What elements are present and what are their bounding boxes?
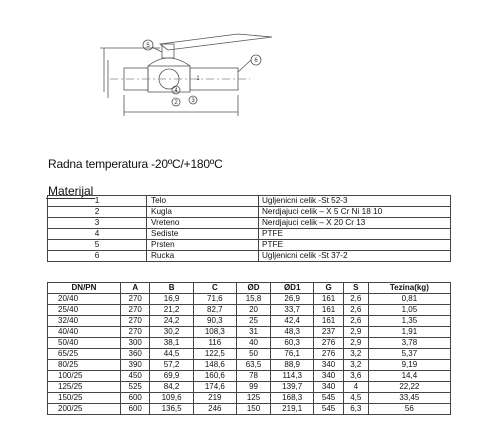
dims-cell: 82,7: [193, 305, 236, 316]
materials-row: [48, 240, 451, 251]
dims-cell: 3,6: [343, 371, 368, 382]
materials-table: [47, 195, 451, 262]
valve-technical-drawing: [0, 0, 500, 140]
dims-cell: 174,6: [193, 382, 236, 393]
dims-cell: 360: [120, 349, 150, 360]
dims-cell: 65/25: [48, 349, 121, 360]
dims-cell: 237: [314, 327, 344, 338]
valve-body-top: [148, 58, 190, 66]
dims-cell: 60,3: [271, 338, 314, 349]
dims-cell: 3,2: [343, 349, 368, 360]
dims-cell: 6,3: [343, 404, 368, 415]
dims-cell: 270: [120, 327, 150, 338]
dims-cell: 270: [120, 316, 150, 327]
material-part: Kugla: [147, 207, 259, 218]
dims-cell: 276: [314, 338, 344, 349]
dims-row: [48, 338, 451, 349]
dims-cell: 2,9: [343, 327, 368, 338]
dims-row: [48, 327, 451, 338]
dims-cell: 25/40: [48, 305, 121, 316]
dims-cell: 270: [120, 294, 150, 305]
dims-cell: 2,6: [343, 305, 368, 316]
callout-label: 4: [174, 88, 178, 94]
dims-cell: 600: [120, 393, 150, 404]
dims-cell: 25: [236, 316, 270, 327]
dims-cell: 161: [314, 305, 344, 316]
dims-cell: 99: [236, 382, 270, 393]
dims-cell: 340: [314, 371, 344, 382]
dims-cell: 125/25: [48, 382, 121, 393]
material-spec: Ugljenicni celik -St 37-2: [259, 251, 451, 262]
dims-cell: 545: [314, 393, 344, 404]
dims-cell: 16,9: [150, 294, 193, 305]
dims-cell: 525: [120, 382, 150, 393]
dims-cell: 88,9: [271, 360, 314, 371]
material-spec: PTFE: [259, 229, 451, 240]
dims-header-cell: G: [314, 283, 344, 294]
dims-cell: 219,1: [271, 404, 314, 415]
dims-row: [48, 316, 451, 327]
callout-label: 2: [174, 100, 178, 106]
dims-cell: 2,6: [343, 316, 368, 327]
material-number: 6: [48, 251, 147, 262]
dims-cell: 30,2: [150, 327, 193, 338]
dims-cell: 160,6: [193, 371, 236, 382]
material-spec: Ugljenicni celik -St 52-3: [259, 196, 451, 207]
dims-cell: 20/40: [48, 294, 121, 305]
dims-row: [48, 305, 451, 316]
callout-label: 3: [191, 98, 195, 104]
dims-cell: 21,2: [150, 305, 193, 316]
dims-cell: 150/25: [48, 393, 121, 404]
materials-heading: Materijal: [48, 184, 94, 198]
handle-lever: [160, 34, 272, 50]
dims-cell: 1,91: [368, 327, 450, 338]
dims-cell: 26,9: [271, 294, 314, 305]
dims-cell: 69,9: [150, 371, 193, 382]
dims-cell: 545: [314, 404, 344, 415]
dims-cell: 14,4: [368, 371, 450, 382]
dims-row: [48, 294, 451, 305]
materials-row: [48, 207, 451, 218]
dims-cell: 450: [120, 371, 150, 382]
dims-cell: 270: [120, 305, 150, 316]
dims-cell: 161: [314, 294, 344, 305]
dims-header-cell: S: [343, 283, 368, 294]
dims-row: [48, 349, 451, 360]
valve-stem: [162, 44, 174, 58]
dims-cell: 125: [236, 393, 270, 404]
dims-row: [48, 371, 451, 382]
dims-cell: 84,2: [150, 382, 193, 393]
dims-cell: 76,1: [271, 349, 314, 360]
dims-cell: 161: [314, 316, 344, 327]
dims-cell: 136,5: [150, 404, 193, 415]
dims-cell: 44,5: [150, 349, 193, 360]
dims-cell: 340: [314, 382, 344, 393]
dims-cell: 40: [236, 338, 270, 349]
dims-cell: 48,3: [271, 327, 314, 338]
dims-cell: 40/40: [48, 327, 121, 338]
dims-cell: 20: [236, 305, 270, 316]
material-part: Sediste: [147, 229, 259, 240]
dims-cell: 78: [236, 371, 270, 382]
dims-cell: 600: [120, 404, 150, 415]
dims-cell: 148,6: [193, 360, 236, 371]
dims-header-cell: B: [150, 283, 193, 294]
dims-cell: 38,1: [150, 338, 193, 349]
dims-cell: 276: [314, 349, 344, 360]
dims-cell: 108,3: [193, 327, 236, 338]
material-part: Prsten: [147, 240, 259, 251]
dims-header-cell: ØD1: [271, 283, 314, 294]
material-number: 2: [48, 207, 147, 218]
materials-row: [48, 196, 451, 207]
dims-cell: 57,2: [150, 360, 193, 371]
dims-header-cell: Tezina(kg): [368, 283, 450, 294]
dims-cell: 139,7: [271, 382, 314, 393]
dims-cell: 56: [368, 404, 450, 415]
callout-label: 6: [254, 58, 258, 64]
materials-row: [48, 218, 451, 229]
dims-cell: 300: [120, 338, 150, 349]
dims-row: [48, 404, 451, 415]
dims-cell: 63,5: [236, 360, 270, 371]
dims-cell: 22,22: [368, 382, 450, 393]
material-spec: Nerdjajuci celik – X 20 Cr 13: [259, 218, 451, 229]
callout-label: 5: [146, 43, 150, 49]
dims-cell: 109,6: [150, 393, 193, 404]
dims-cell: 340: [314, 360, 344, 371]
dimensions-table: [47, 282, 451, 415]
material-part: Rucka: [147, 251, 259, 262]
dims-cell: 90,3: [193, 316, 236, 327]
material-number: 5: [48, 240, 147, 251]
dims-cell: 32/40: [48, 316, 121, 327]
dims-cell: 1,05: [368, 305, 450, 316]
dims-header-cell: DN/PN: [48, 283, 121, 294]
dims-header-cell: C: [193, 283, 236, 294]
dims-header-cell: A: [120, 283, 150, 294]
material-part: Telo: [147, 196, 259, 207]
dims-row: [48, 393, 451, 404]
material-spec: Nerdjajuci celik – X 5 Cr Ni 18 10: [259, 207, 451, 218]
dims-header-cell: ØD: [236, 283, 270, 294]
dims-cell: 4: [343, 382, 368, 393]
dims-row: [48, 360, 451, 371]
material-spec: PTFE: [259, 240, 451, 251]
dims-cell: 3,2: [343, 360, 368, 371]
dims-cell: 150: [236, 404, 270, 415]
dims-cell: 15,8: [236, 294, 270, 305]
temperature-heading: Radna temperatura -20ºC/+180ºC: [48, 157, 223, 171]
dims-cell: 2,6: [343, 294, 368, 305]
material-part: Vreteno: [147, 218, 259, 229]
dims-cell: 100/25: [48, 371, 121, 382]
dims-cell: 71,6: [193, 294, 236, 305]
dims-cell: 122,5: [193, 349, 236, 360]
dims-cell: 50/40: [48, 338, 121, 349]
dims-cell: 2,9: [343, 338, 368, 349]
materials-row: [48, 251, 451, 262]
dims-row: [48, 382, 451, 393]
dims-cell: 5,37: [368, 349, 450, 360]
dims-cell: 200/25: [48, 404, 121, 415]
dims-cell: 50: [236, 349, 270, 360]
dims-cell: 33,45: [368, 393, 450, 404]
dims-cell: 390: [120, 360, 150, 371]
materials-row: [48, 229, 451, 240]
dims-cell: 116: [193, 338, 236, 349]
material-number: 4: [48, 229, 147, 240]
dims-cell: 0,81: [368, 294, 450, 305]
dims-cell: 114,3: [271, 371, 314, 382]
callout-label: 1: [196, 76, 200, 82]
dims-cell: 246: [193, 404, 236, 415]
dims-cell: 80/25: [48, 360, 121, 371]
dims-cell: 168,3: [271, 393, 314, 404]
dims-cell: 42,4: [271, 316, 314, 327]
dims-cell: 219: [193, 393, 236, 404]
material-number: 1: [48, 196, 147, 207]
material-number: 3: [48, 218, 147, 229]
dims-cell: 31: [236, 327, 270, 338]
dims-cell: 33,7: [271, 305, 314, 316]
dims-cell: 24,2: [150, 316, 193, 327]
dims-cell: 1,35: [368, 316, 450, 327]
dims-cell: 9,19: [368, 360, 450, 371]
dims-cell: 4,5: [343, 393, 368, 404]
dims-cell: 3,78: [368, 338, 450, 349]
